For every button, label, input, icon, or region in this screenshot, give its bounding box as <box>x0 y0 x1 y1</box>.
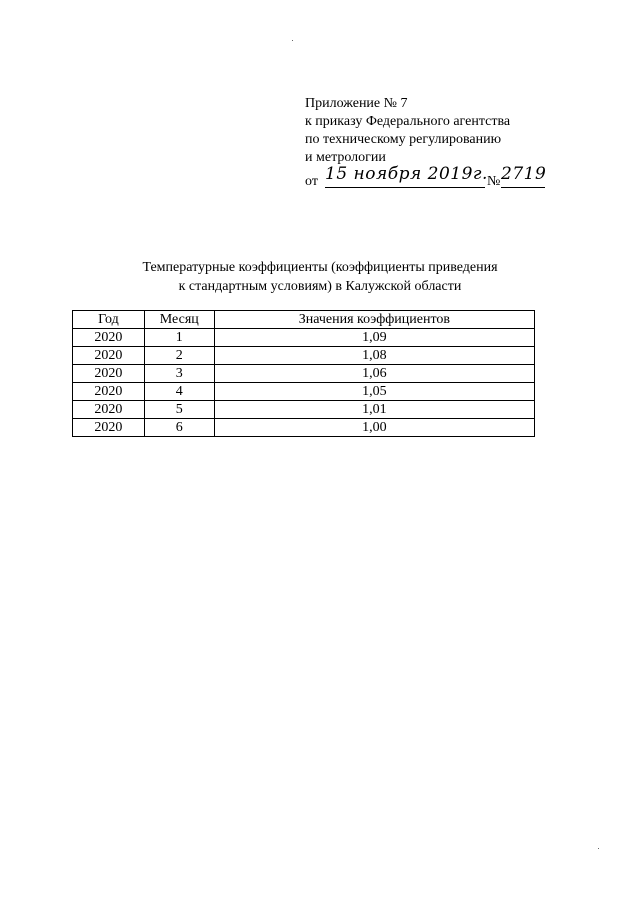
title-line-1: Температурные коэффициенты (коэффициенты приведения <box>142 260 498 275</box>
cell-year: 2020 <box>73 401 145 419</box>
appendix-number: Приложение № 7 <box>305 96 408 111</box>
scan-speck <box>292 40 293 41</box>
cell-value: 1,06 <box>214 365 534 383</box>
cell-year: 2020 <box>73 419 145 437</box>
header-value: Значения коэффициентов <box>214 311 534 329</box>
header-year: Год <box>73 311 145 329</box>
table-row <box>73 365 535 383</box>
order-reference: к приказу Федерального агентства <box>305 114 511 129</box>
table-row <box>73 329 535 347</box>
cell-month: 6 <box>144 419 214 437</box>
document-title <box>60 258 580 296</box>
cell-value: 1,08 <box>214 347 534 365</box>
appendix-header <box>305 95 605 191</box>
table-row <box>73 347 535 365</box>
cell-year: 2020 <box>73 383 145 401</box>
order-date-number-line <box>305 164 605 191</box>
scan-speck <box>598 848 599 849</box>
number-label: № <box>487 174 501 189</box>
cell-month: 2 <box>144 347 214 365</box>
handwritten-order-number: 2719 <box>501 165 545 188</box>
from-label: от <box>305 174 318 189</box>
cell-value: 1,01 <box>214 401 534 419</box>
header-month: Месяц <box>144 311 214 329</box>
table-header-row <box>73 311 535 329</box>
table-row <box>73 383 535 401</box>
order-reference-cont: по техническому регулированию <box>305 132 502 147</box>
cell-value: 1,09 <box>214 329 534 347</box>
table-row <box>73 401 535 419</box>
cell-month: 4 <box>144 383 214 401</box>
cell-month: 3 <box>144 365 214 383</box>
cell-year: 2020 <box>73 329 145 347</box>
order-reference-end: и метрологии <box>305 150 386 165</box>
cell-year: 2020 <box>73 365 145 383</box>
title-line-2: к стандартным условиям) в Калужской области <box>178 279 462 294</box>
cell-value: 1,00 <box>214 419 534 437</box>
coefficients-table <box>72 310 535 437</box>
cell-month: 5 <box>144 401 214 419</box>
cell-value: 1,05 <box>214 383 534 401</box>
handwritten-date: 15 ноября 2019г. <box>325 165 485 188</box>
table-row <box>73 419 535 437</box>
cell-month: 1 <box>144 329 214 347</box>
cell-year: 2020 <box>73 347 145 365</box>
